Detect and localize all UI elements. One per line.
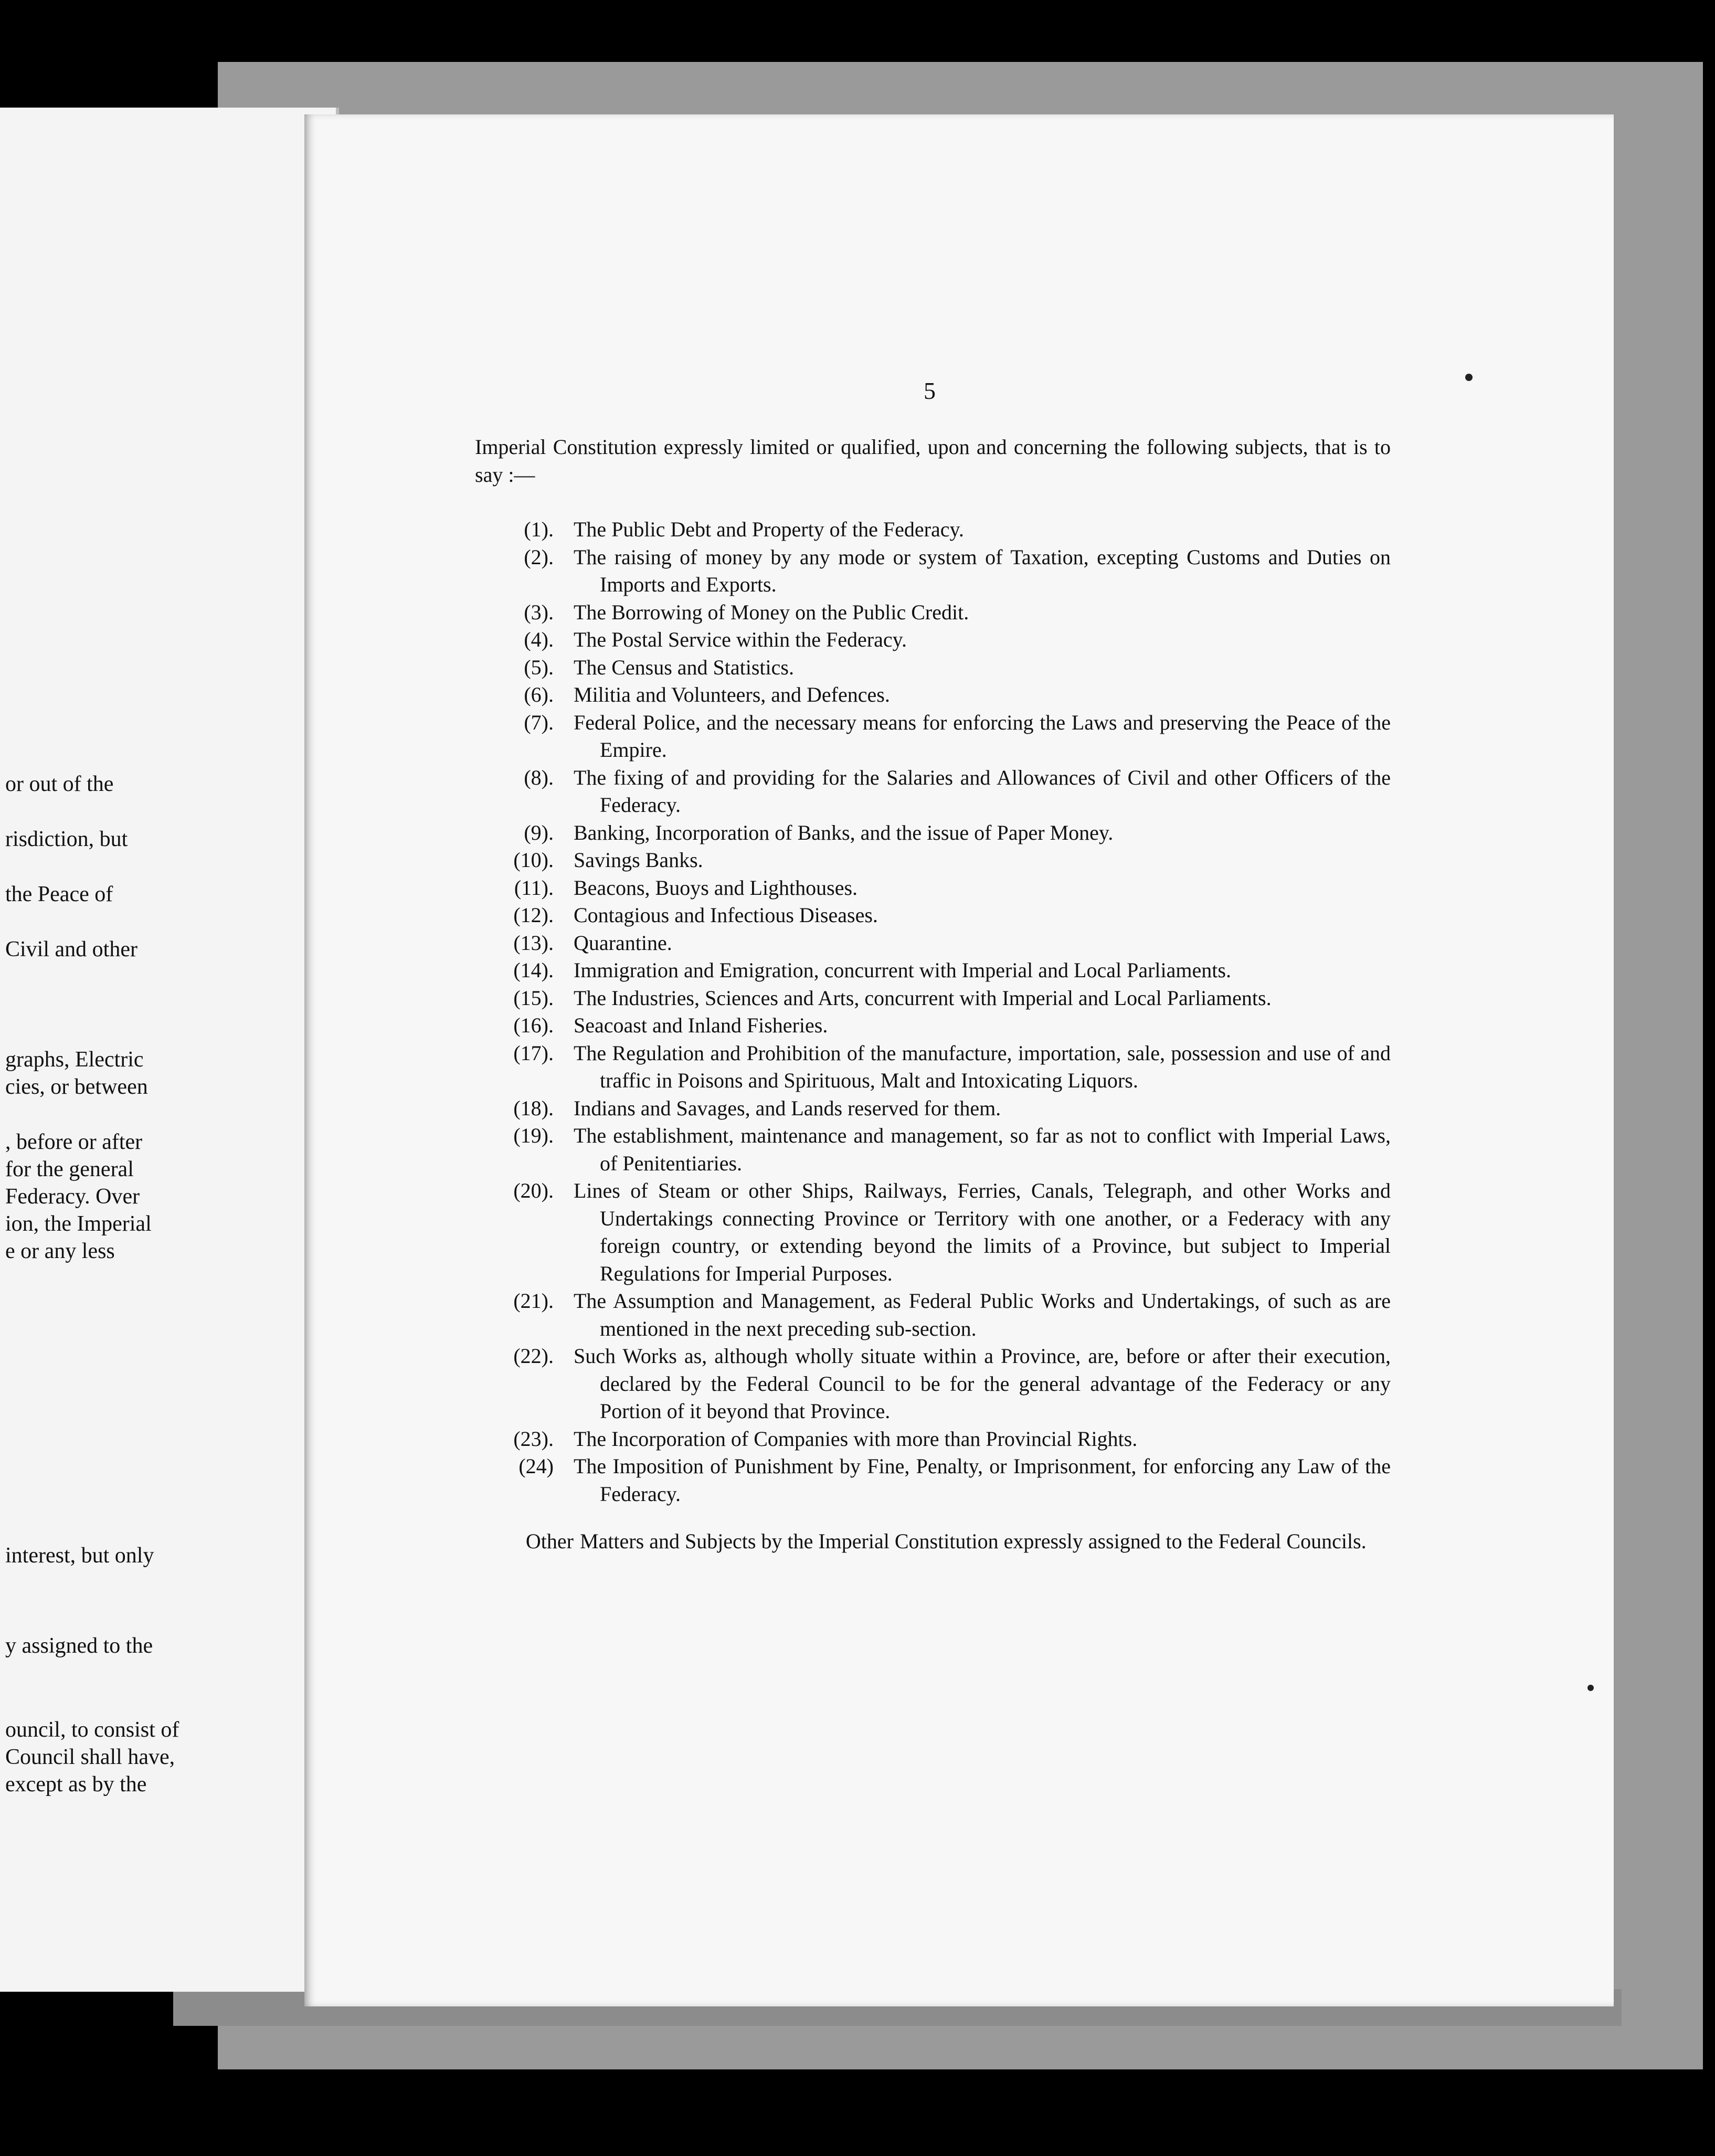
left-fragment: Civil and other xyxy=(5,937,137,961)
list-item xyxy=(475,516,1391,544)
item-number: (23). xyxy=(513,1426,554,1451)
item-number: (3). xyxy=(524,600,554,624)
item-text: The Incorporation of Companies with more than Provincial Rights. xyxy=(574,1426,1138,1451)
speck xyxy=(1465,374,1473,381)
item-text: Such Works as, although wholly situate within a Province, are, before or after their execution, declared by the Federal Council to be for the general advantage of the Federacy or any Portion of it beyond that Province. xyxy=(574,1344,1391,1423)
item-number: (24) xyxy=(518,1454,554,1478)
list-item xyxy=(475,874,1391,902)
left-fragment: Federacy. Over xyxy=(5,1185,140,1209)
item-text: Quarantine. xyxy=(574,931,672,955)
left-fragment: for the general xyxy=(5,1157,134,1181)
item-text: The Census and Statistics. xyxy=(574,655,794,679)
item-text: Banking, Incorporation of Banks, and the issue of Paper Money. xyxy=(574,820,1114,844)
list-item xyxy=(475,819,1391,847)
speck xyxy=(1587,1685,1594,1691)
list-item xyxy=(475,1177,1391,1287)
item-number: (1). xyxy=(524,517,554,541)
left-fragment: ouncil, to consist of xyxy=(5,1718,179,1742)
closing-paragraph xyxy=(475,1528,1391,1556)
left-fragment: , before or after xyxy=(5,1130,143,1154)
item-text: Federal Police, and the necessary means for enforcing the Laws and preserving the Peace of the Empire. xyxy=(574,710,1391,762)
item-number: (13). xyxy=(513,931,554,955)
list-item xyxy=(475,929,1391,957)
item-number: (2). xyxy=(524,545,554,569)
item-text: The Postal Service within the Federacy. xyxy=(574,628,907,651)
item-text: Indians and Savages, and Lands reserved for them. xyxy=(574,1096,1001,1120)
item-number: (6). xyxy=(524,683,554,706)
closing-lead: Other xyxy=(525,1529,574,1553)
list-item xyxy=(475,709,1391,764)
item-number: (5). xyxy=(524,655,554,679)
list-item xyxy=(475,1122,1391,1177)
list-item xyxy=(475,985,1391,1012)
list-item xyxy=(475,957,1391,985)
item-number: (16). xyxy=(513,1013,554,1037)
page-content xyxy=(475,434,1391,1556)
left-fragment: except as by the xyxy=(5,1772,147,1796)
list-item xyxy=(475,1287,1391,1343)
page-number: 5 xyxy=(924,377,936,404)
item-text: Savings Banks. xyxy=(574,848,703,872)
item-number: (22). xyxy=(513,1344,554,1368)
left-fragment: graphs, Electric xyxy=(5,1048,144,1072)
item-text: The fixing of and providing for the Salaries and Allowances of Civil and other Officers of the Federacy. xyxy=(574,765,1391,817)
list-item xyxy=(475,1453,1391,1508)
item-text: Contagious and Infectious Diseases. xyxy=(574,903,878,927)
list-item xyxy=(475,1343,1391,1425)
list-item xyxy=(475,764,1391,819)
item-text: The Regulation and Prohibition of the manufacture, importation, sale, possession and use of and traffic in Poisons and Spirituous, Malt and Intoxicating Liquors. xyxy=(574,1041,1391,1092)
item-number: (10). xyxy=(513,848,554,872)
item-number: (11). xyxy=(514,875,554,900)
item-number: (7). xyxy=(524,710,554,734)
item-number: (4). xyxy=(524,628,554,651)
item-text: Immigration and Emigration, concurrent with Imperial and Local Parliaments. xyxy=(574,958,1231,982)
left-fragment: interest, but only xyxy=(5,1544,154,1568)
left-fragment: risdiction, but xyxy=(5,827,128,851)
closing-text: Matters and Subjects by the Imperial Constitution expressly assigned to the Federal Councils. xyxy=(580,1529,1367,1553)
item-number: (9). xyxy=(524,820,554,844)
item-text: The Industries, Sciences and Arts, concurrent with Imperial and Local Parliaments. xyxy=(574,986,1272,1010)
item-text: The establishment, maintenance and management, so far as not to conflict with Imperial Laws, of Penitentiaries. xyxy=(574,1124,1391,1175)
item-number: (8). xyxy=(524,765,554,789)
item-text: Seacoast and Inland Fisheries. xyxy=(574,1013,828,1037)
item-number: (20). xyxy=(513,1179,554,1202)
list-item xyxy=(475,1012,1391,1040)
item-number: (15). xyxy=(513,986,554,1010)
left-fragment: y assigned to the xyxy=(5,1634,153,1658)
item-number: (19). xyxy=(513,1124,554,1147)
intro-paragraph: Imperial Constitution expressly limited or qualified, upon and concerning the following subjects, that is to say :— xyxy=(475,435,1391,487)
list-item xyxy=(475,681,1391,709)
item-text: Militia and Volunteers, and Defences. xyxy=(574,683,890,706)
subject-list xyxy=(475,516,1391,1508)
list-item xyxy=(475,544,1391,599)
left-fragment: ion, the Imperial xyxy=(5,1212,152,1236)
list-item xyxy=(475,1040,1391,1095)
left-page xyxy=(0,108,339,1992)
list-item xyxy=(475,599,1391,627)
list-item xyxy=(475,902,1391,929)
list-item xyxy=(475,847,1391,874)
item-text: The Public Debt and Property of the Federacy. xyxy=(574,517,964,541)
left-fragment: or out of the xyxy=(5,772,114,796)
item-text: The raising of money by any mode or system of Taxation, excepting Customs and Duties on Imports and Exports. xyxy=(574,545,1391,596)
list-item xyxy=(475,626,1391,654)
left-fragment: Council shall have, xyxy=(5,1745,175,1769)
item-number: (18). xyxy=(513,1096,554,1120)
left-fragment: the Peace of xyxy=(5,882,113,906)
item-number: (21). xyxy=(513,1289,554,1313)
item-text: The Imposition of Punishment by Fine, Penalty, or Imprisonment, for enforcing any Law of the Federacy. xyxy=(574,1454,1391,1506)
item-number: (12). xyxy=(513,903,554,927)
list-item xyxy=(475,1425,1391,1453)
item-text: The Borrowing of Money on the Public Credit. xyxy=(574,600,969,624)
item-text: Beacons, Buoys and Lighthouses. xyxy=(574,875,858,900)
left-fragment: e or any less xyxy=(5,1239,115,1263)
list-item xyxy=(475,1095,1391,1123)
item-text: Lines of Steam or other Ships, Railways, Ferries, Canals, Telegraph, and other Works and Undertakings connecting Province or Territory with one another, or a Federacy with any foreign country, or extending beyond the limits of a Province, but subject to Imperial Regulations for Imperial Purposes. xyxy=(574,1179,1391,1285)
item-text: The Assumption and Management, as Federal Public Works and Undertakings, of such as are mentioned in the next preceding sub-section. xyxy=(574,1289,1391,1340)
item-number: (14). xyxy=(513,958,554,982)
list-item xyxy=(475,654,1391,682)
left-fragment: cies, or between xyxy=(5,1075,148,1099)
item-number: (17). xyxy=(513,1041,554,1065)
